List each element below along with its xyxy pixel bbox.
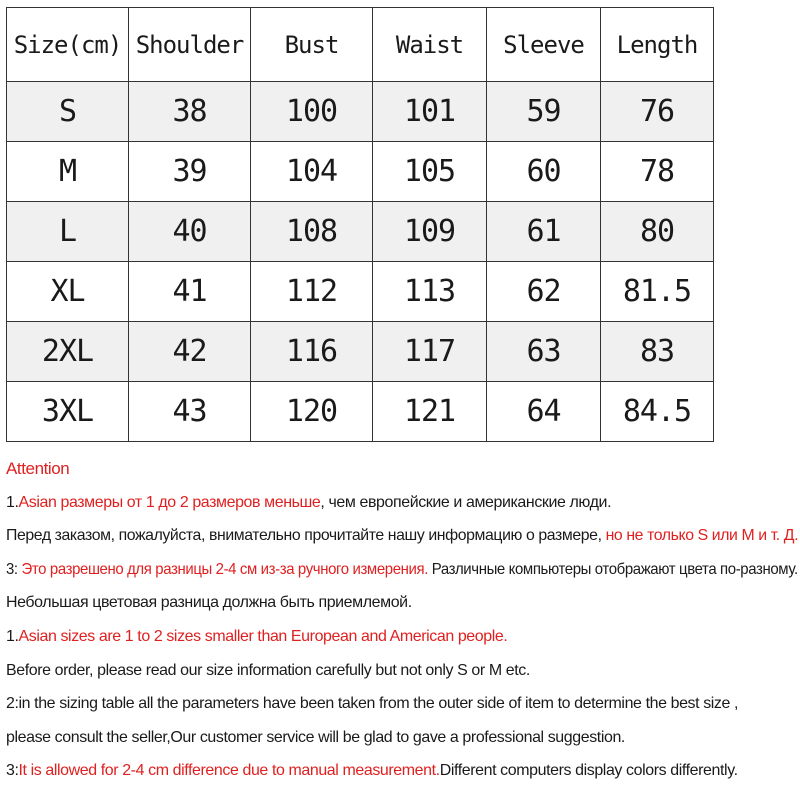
note-line-en-2	[6, 654, 798, 688]
cell-waist: 117	[373, 322, 487, 382]
cell-waist: 105	[373, 142, 487, 202]
cell-bust: 120	[251, 382, 373, 442]
cell-length: 76	[601, 82, 714, 142]
cell-size: S	[7, 82, 129, 142]
note-highlight: Asian sizes are 1 to 2 sizes smaller than European and American people.	[18, 627, 508, 645]
header-size: Size(cm)	[7, 8, 129, 82]
header-waist: Waist	[373, 8, 487, 82]
cell-sleeve: 63	[487, 322, 601, 382]
cell-sleeve: 61	[487, 202, 601, 262]
cell-size: 3XL	[7, 382, 129, 442]
cell-length: 80	[601, 202, 714, 262]
note-line-en-3	[6, 687, 798, 721]
note-highlight: Asian размеры от 1 до 2 размеров меньше	[18, 493, 321, 511]
cell-bust: 112	[251, 262, 373, 322]
note-line-ru-1	[6, 486, 798, 520]
cell-shoulder: 42	[129, 322, 251, 382]
cell-size: XL	[7, 262, 129, 322]
note-text: Перед заказом, пожалуйста, внимательно прочитайте нашу информацию о размере,	[6, 527, 606, 545]
cell-bust: 108	[251, 202, 373, 262]
cell-shoulder: 41	[129, 262, 251, 322]
note-text: Различные компьютеры отображают цвета по-разному.	[428, 560, 798, 578]
table-row	[7, 382, 714, 442]
note-prefix: 1.	[6, 493, 19, 511]
table-header-row	[7, 8, 714, 82]
cell-waist: 101	[373, 82, 487, 142]
cell-size: L	[7, 202, 129, 262]
note-text: , чем европейские и американские люди.	[320, 493, 612, 511]
note-line-en-1	[6, 620, 798, 654]
size-notes	[6, 452, 800, 788]
note-line-ru-4	[6, 586, 798, 620]
note-highlight: It is allowed for 2-4 cm difference due to manual measurement.	[18, 762, 440, 780]
cell-shoulder: 40	[129, 202, 251, 262]
cell-shoulder: 38	[129, 82, 251, 142]
header-sleeve: Sleeve	[487, 8, 601, 82]
cell-waist: 121	[373, 382, 487, 442]
note-highlight: но не только S или M и т. Д.	[605, 527, 799, 545]
cell-bust: 100	[251, 82, 373, 142]
table-row	[7, 142, 714, 202]
cell-shoulder: 43	[129, 382, 251, 442]
note-text: please consult the seller,Our customer service will be glad to gave a professional suggestion.	[6, 728, 625, 746]
note-line-en-5	[6, 754, 798, 788]
cell-bust: 104	[251, 142, 373, 202]
cell-waist: 109	[373, 202, 487, 262]
note-text: Небольшая цветовая разница должна быть приемлемой.	[6, 594, 412, 612]
cell-length: 78	[601, 142, 714, 202]
cell-length: 81.5	[601, 262, 714, 322]
cell-sleeve: 60	[487, 142, 601, 202]
cell-sleeve: 62	[487, 262, 601, 322]
table-row	[7, 322, 714, 382]
note-prefix: 3:	[6, 762, 19, 780]
note-line-en-4	[6, 721, 798, 755]
note-prefix: 3:	[6, 560, 22, 578]
note-line-ru-2	[6, 519, 799, 553]
note-text: Before order, please read our size information carefully but not only S or M etc.	[6, 661, 530, 679]
note-prefix: 1.	[6, 627, 19, 645]
cell-size: M	[7, 142, 129, 202]
cell-length: 83	[601, 322, 714, 382]
cell-length: 84.5	[601, 382, 714, 442]
note-text: 2:in the sizing table all the parameters have been taken from the outer side of item to determine the best size ,	[6, 695, 739, 713]
note-highlight: Это разрешено для разницы 2-4 см из-за ручного измерения.	[21, 560, 429, 578]
attention-heading: Attention	[6, 459, 70, 478]
table-row	[7, 202, 714, 262]
cell-sleeve: 59	[487, 82, 601, 142]
note-line-ru-3	[6, 553, 798, 587]
table-row	[7, 262, 714, 322]
size-chart-table	[6, 7, 714, 442]
note-text: Different computers display colors differently.	[439, 762, 738, 780]
header-length: Length	[601, 8, 714, 82]
cell-shoulder: 39	[129, 142, 251, 202]
cell-bust: 116	[251, 322, 373, 382]
cell-size: 2XL	[7, 322, 129, 382]
header-bust: Bust	[251, 8, 373, 82]
table-row	[7, 82, 714, 142]
cell-waist: 113	[373, 262, 487, 322]
header-shoulder: Shoulder	[129, 8, 251, 82]
cell-sleeve: 64	[487, 382, 601, 442]
